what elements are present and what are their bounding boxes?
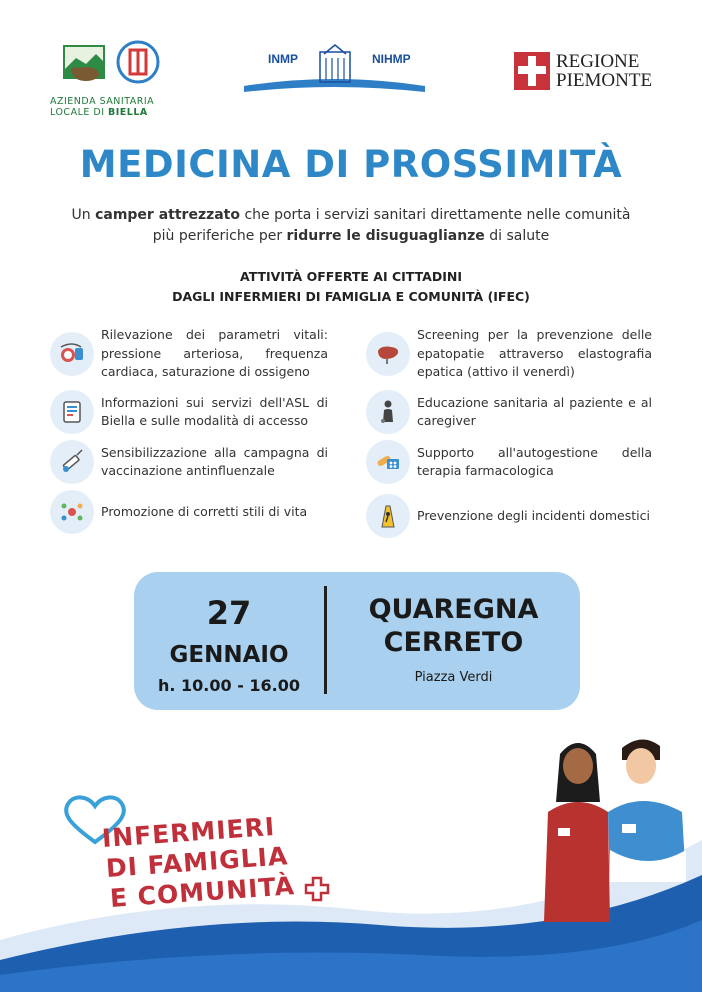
ifec-line3: E COMUNITÀ xyxy=(108,871,296,913)
inmp-nihmp-logo xyxy=(242,42,427,94)
inmp-building-icon xyxy=(242,42,427,94)
event-date-box xyxy=(134,572,580,710)
asl-biella-logo xyxy=(50,40,180,122)
event-location-line1: QUAREGNA xyxy=(368,594,539,625)
liver-icon xyxy=(366,332,410,376)
intro-text: Un camper attrezzato che porta i servizi sanitari direttamente nelle comunità più periferiche per ridurre le disuguaglianze di salute xyxy=(71,207,631,244)
event-month: GENNAIO xyxy=(169,642,289,668)
activities-heading: ATTIVITÀ OFFERTE AI CITTADINI DAGLI INFERMIERI DI FAMIGLIA E COMUNITÀ (IFEC) xyxy=(172,269,530,304)
nihmp-label: NIHMP xyxy=(372,52,411,66)
lifestyle-icon xyxy=(50,490,94,534)
cross-icon xyxy=(304,876,330,902)
activity-asl-info: Informazioni sui servizi dell'ASL di Biella e sulle modalità di accesso xyxy=(50,390,328,434)
activity-liver-screening: Screening per la prevenzione delle epatopatie attraverso elastografia epatica (attivo il venerdì) xyxy=(366,326,652,382)
regione-piemonte-logo xyxy=(514,52,654,94)
activity-vaccination: Sensibilizzazione alla campagna di vaccinazione antinfluenzale xyxy=(50,440,328,484)
event-square: Piazza Verdi xyxy=(414,670,493,685)
wet-floor-sign-icon xyxy=(366,494,410,538)
activity-medication-support: Supporto all'autogestione della terapia farmacologica xyxy=(366,440,652,484)
ifec-logo xyxy=(60,788,350,918)
activity-vital-signs: Rilevazione dei parametri vitali: pressione arteriosa, frequenza cardiaca, saturazione di ossigeno xyxy=(50,326,328,382)
asl-emblem-icon xyxy=(50,40,160,96)
pills-icon xyxy=(366,440,410,484)
asl-name: AZIENDA SANITARIA LOCALE DI BIELLA xyxy=(50,96,155,118)
event-hours: h. 10.00 - 16.00 xyxy=(157,676,301,695)
event-day: 27 xyxy=(206,594,252,632)
activity-home-accidents: Prevenzione degli incidenti domestici xyxy=(366,494,652,538)
info-document-icon xyxy=(50,390,94,434)
event-location-line2: CERRETO xyxy=(383,627,524,658)
activity-health-education: Educazione sanitaria al paziente e al caregiver xyxy=(366,390,652,434)
syringe-icon xyxy=(50,440,94,484)
caregiver-icon xyxy=(366,390,410,434)
blood-pressure-icon xyxy=(50,332,94,376)
ifec-line2: DI FAMIGLIA xyxy=(104,841,290,883)
inmp-label: INMP xyxy=(268,52,298,66)
ifec-line1: INFERMIERI xyxy=(100,811,277,853)
page-title: MEDICINA DI PROSSIMITÀ xyxy=(79,143,623,186)
regione-shield-icon xyxy=(514,52,550,90)
regione-name: REGIONE PIEMONTE xyxy=(556,51,653,91)
nurses-illustration xyxy=(530,732,700,922)
activity-lifestyle: Promozione di corretti stili di vita xyxy=(50,490,328,534)
